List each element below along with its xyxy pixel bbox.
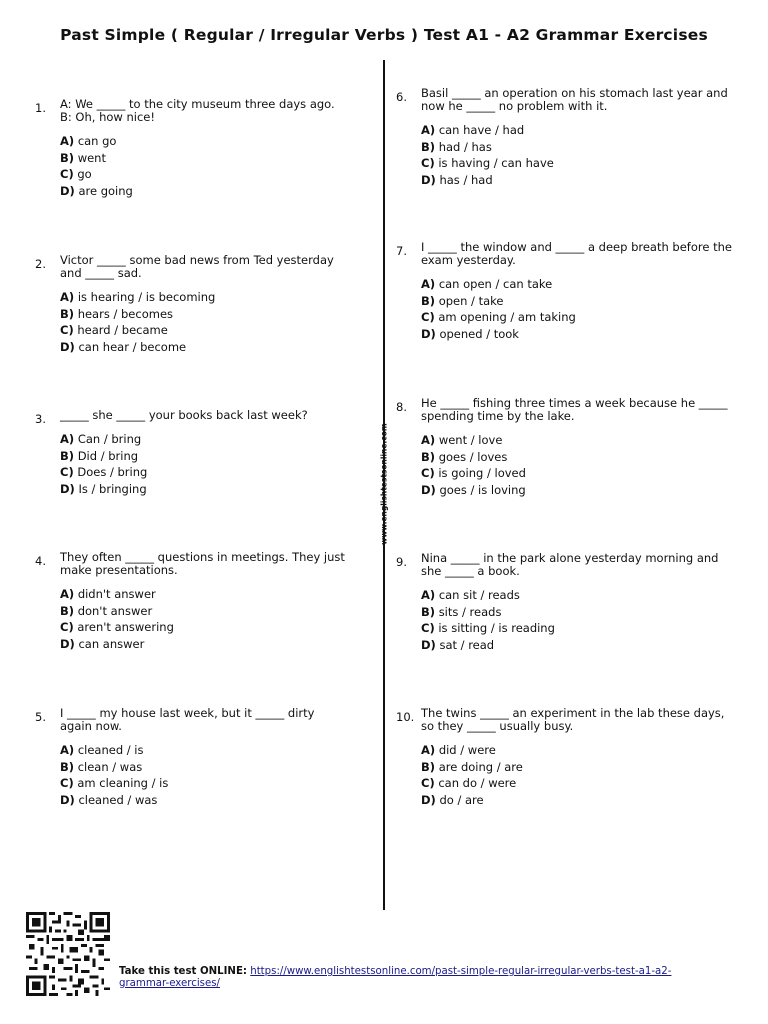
test-url-link[interactable]: https://www.englishtestsonline.com/past-simple-regular-irregular-verbs-test-a1-a2-grammar-exercises/ — [119, 966, 672, 989]
option-c[interactable]: C) am cleaning / is — [60, 776, 169, 790]
option-c[interactable]: C) is sitting / is reading — [421, 621, 555, 635]
option-d[interactable]: D) can answer — [60, 636, 145, 651]
option-c[interactable]: C) heard / became — [60, 323, 168, 337]
option-d[interactable]: D) opened / took — [421, 326, 519, 341]
option-b[interactable]: B) hears / becomes — [60, 306, 174, 321]
option-c[interactable]: C) go — [60, 167, 92, 181]
question-number: 6. — [396, 90, 407, 104]
option-a[interactable]: A) can have / had — [421, 123, 525, 137]
option-b[interactable]: B) are doing / are — [421, 759, 523, 774]
question-stem: _____ she _____ your books back last week? — [60, 408, 308, 422]
option-d[interactable]: D) goes / is loving — [421, 482, 526, 497]
question-10 — [396, 707, 741, 808]
option-d[interactable]: D) cleaned / was — [60, 792, 158, 807]
question-stem: The twins _____ an experiment in the lab these days, so they _____ usually busy. — [421, 706, 725, 733]
question-stem: A: We _____ to the city museum three days ago. B: Oh, how nice! — [60, 97, 335, 124]
option-a[interactable]: A) can sit / reads — [421, 588, 520, 602]
question-6 — [396, 87, 741, 188]
question-number: 10. — [396, 710, 415, 724]
question-number: 1. — [35, 101, 46, 115]
options-list — [421, 742, 741, 808]
options-list — [60, 289, 345, 355]
option-c[interactable]: C) am opening / am taking — [421, 310, 576, 324]
options-list — [60, 742, 345, 808]
option-b[interactable]: B) clean / was — [60, 759, 143, 774]
question-number: 4. — [35, 554, 46, 568]
question-4 — [35, 551, 345, 652]
question-number: 8. — [396, 400, 407, 414]
question-7 — [396, 241, 741, 342]
options-list — [60, 431, 345, 497]
option-b[interactable]: B) sits / reads — [421, 604, 502, 619]
option-d[interactable]: D) can hear / become — [60, 339, 187, 354]
question-1 — [35, 98, 345, 199]
options-list — [421, 432, 741, 498]
option-b[interactable]: B) went — [60, 150, 106, 165]
question-number: 7. — [396, 244, 407, 258]
option-a[interactable]: A) did / were — [421, 743, 496, 757]
question-stem: I _____ the window and _____ a deep breath before the exam yesterday. — [421, 240, 732, 267]
question-8 — [396, 397, 741, 498]
option-a[interactable]: A) cleaned / is — [60, 743, 144, 757]
options-list — [421, 122, 741, 188]
option-d[interactable]: D) Is / bringing — [60, 481, 147, 496]
option-c[interactable]: C) can do / were — [421, 776, 517, 790]
option-a[interactable]: A) can go — [60, 134, 117, 148]
option-d[interactable]: D) do / are — [421, 792, 484, 807]
question-stem: Victor _____ some bad news from Ted yesterday and _____ sad. — [60, 253, 334, 280]
option-b[interactable]: B) Did / bring — [60, 448, 139, 463]
options-list — [60, 133, 345, 199]
question-stem: They often _____ questions in meetings. They just make presentations. — [60, 550, 345, 577]
option-c[interactable]: C) is going / loved — [421, 466, 526, 480]
online-test-link — [119, 966, 679, 990]
option-a[interactable]: A) didn't answer — [60, 587, 156, 601]
question-stem: Nina _____ in the park alone yesterday morning and she _____ a book. — [421, 551, 719, 578]
question-stem: I _____ my house last week, but it _____ dirty again now. — [60, 706, 315, 733]
option-c[interactable]: C) is having / can have — [421, 156, 554, 170]
option-b[interactable]: B) don't answer — [60, 603, 153, 618]
page-title: Past Simple ( Regular / Irregular Verbs ) Test A1 - A2 Grammar Exercises — [60, 26, 708, 44]
question-number: 2. — [35, 257, 46, 271]
option-d[interactable]: D) sat / read — [421, 637, 495, 652]
question-2 — [35, 254, 345, 355]
option-b[interactable]: B) open / take — [421, 293, 504, 308]
question-9 — [396, 552, 741, 653]
cta-label: Take this test ONLINE: — [119, 966, 247, 977]
question-5 — [35, 707, 345, 808]
option-a[interactable]: A) is hearing / is becoming — [60, 290, 216, 304]
question-stem: He _____ fishing three times a week because he _____ spending time by the lake. — [421, 396, 728, 423]
options-list — [421, 587, 741, 653]
options-list — [421, 276, 741, 342]
question-number: 9. — [396, 555, 407, 569]
side-watermark-url: www.englishtestsonline.com — [379, 423, 389, 545]
options-list — [60, 586, 345, 652]
option-d[interactable]: D) are going — [60, 183, 133, 198]
option-b[interactable]: B) goes / loves — [421, 449, 508, 464]
option-b[interactable]: B) had / has — [421, 139, 492, 154]
option-c[interactable]: C) Does / bring — [60, 465, 148, 479]
question-stem: Basil _____ an operation on his stomach last year and now he _____ no problem with it. — [421, 86, 728, 113]
question-number: 5. — [35, 710, 46, 724]
option-a[interactable]: A) went / love — [421, 433, 503, 447]
qr-code-icon[interactable] — [24, 912, 112, 996]
option-a[interactable]: A) Can / bring — [60, 432, 142, 446]
question-number: 3. — [35, 412, 46, 426]
option-d[interactable]: D) has / had — [421, 172, 493, 187]
option-a[interactable]: A) can open / can take — [421, 277, 553, 291]
footer — [24, 912, 744, 1002]
option-c[interactable]: C) aren't answering — [60, 620, 174, 634]
question-3 — [35, 409, 345, 497]
